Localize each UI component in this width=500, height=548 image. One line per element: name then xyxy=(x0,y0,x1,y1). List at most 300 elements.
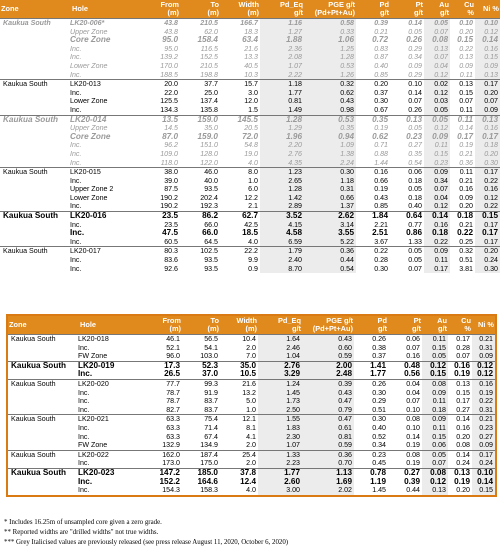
cell-to: 66.0 xyxy=(204,220,218,229)
cell-cu: 0.17 xyxy=(457,131,473,141)
cell-ni: 0.31 xyxy=(472,344,495,353)
cell-au: 0.06 xyxy=(422,441,448,450)
cell-au: 0.15 xyxy=(422,344,448,353)
cell-ni: 0.23 xyxy=(472,424,495,433)
cell-to: 159.0 xyxy=(180,115,220,124)
cell-hole: Inc. xyxy=(70,88,82,97)
cell-zone xyxy=(0,106,66,115)
cell-zone xyxy=(0,53,66,62)
cell-from: 80.3 xyxy=(140,247,180,256)
cell-from: 60.5 xyxy=(164,237,178,246)
cell-pd: 0.20 xyxy=(356,80,390,89)
header-row xyxy=(8,316,495,335)
cell-width: 145.5 xyxy=(220,115,260,124)
table-row xyxy=(8,379,495,388)
cell-pt: 0.09 xyxy=(408,61,422,70)
cell-cu: 0.22 xyxy=(459,44,473,53)
cell-from: 63.3 xyxy=(166,423,180,432)
cell-pt: 0.07 xyxy=(408,97,422,106)
cell-pge: 0.59 xyxy=(302,441,354,450)
cell-pd: 1.19 xyxy=(370,476,386,486)
cell-pd: 0.35 xyxy=(356,115,390,124)
header-row xyxy=(0,0,500,19)
cell-ni: 0.07 xyxy=(475,97,500,106)
column-header-pge: PGE g/t (Pd+Pt+Au) xyxy=(304,0,356,19)
cell-from: 52.1 xyxy=(166,343,180,352)
cell-pge: 0.39 xyxy=(302,379,354,388)
cell-zone xyxy=(8,344,74,353)
cell-pge: 3.55 xyxy=(304,229,356,238)
cell-from: 43.8 xyxy=(140,19,180,28)
cell-pt: 0.08 xyxy=(388,415,422,424)
cell-pd: 0.30 xyxy=(374,97,388,106)
cell-pt: 0.14 xyxy=(408,88,422,97)
cell-from: 82.7 xyxy=(166,405,180,414)
cell-zone xyxy=(0,62,66,71)
cell-zone xyxy=(8,389,74,398)
cell-au: 0.05 xyxy=(422,352,448,361)
table-row xyxy=(0,106,500,115)
cell-to: 71.4 xyxy=(204,423,218,432)
column-header-zone: Zone xyxy=(8,316,74,335)
cell-pt: 0.05 xyxy=(408,256,422,265)
cell-to: 210.5 xyxy=(200,61,218,70)
cell-pd: 1.77 xyxy=(370,369,386,379)
cell-pdeq: 1.83 xyxy=(258,424,302,433)
cell-hole: Inc. xyxy=(70,53,82,62)
cell-width: 3.0 xyxy=(248,88,258,97)
cell-pdeq: 2.89 xyxy=(260,202,304,211)
cell-zone xyxy=(8,478,74,487)
cell-au: 0.16 xyxy=(424,221,450,230)
table-row xyxy=(0,53,500,62)
cell-au: 0.11 xyxy=(422,397,448,406)
cell-pdeq: 2.22 xyxy=(260,71,304,80)
cell-ni: 0.17 xyxy=(475,238,500,247)
cell-au: 0.23 xyxy=(424,159,450,168)
cell-to: 159.0 xyxy=(197,131,218,141)
cell-width: 8.0 xyxy=(220,168,260,177)
cell-cu: 0.21 xyxy=(459,149,473,158)
table-row xyxy=(0,159,500,168)
cell-pge: 2.00 xyxy=(302,361,354,370)
cell-au: 0.14 xyxy=(424,212,450,221)
cell-cu: 0.09 xyxy=(459,193,473,202)
cell-width: 2.0 xyxy=(246,459,256,468)
column-header-cu: Cu % xyxy=(448,316,472,335)
cell-from: 13.5 xyxy=(140,115,180,124)
cell-pd: 0.78 xyxy=(354,468,388,477)
cell-au: 0.09 xyxy=(422,389,448,398)
cell-from: 92.6 xyxy=(164,264,178,273)
cell-cu: 0.16 xyxy=(456,423,470,432)
cell-ni: 0.22 xyxy=(475,202,500,211)
cell-to: 56.5 xyxy=(182,335,220,344)
cell-pt: 0.14 xyxy=(390,19,424,28)
cell-pge: 0.61 xyxy=(302,424,354,433)
column-header-pd-eq: Pd_Eq g/t xyxy=(260,0,304,19)
table-row xyxy=(0,115,500,124)
cell-cu: 0.25 xyxy=(459,237,473,246)
cell-ni: 0.16 xyxy=(475,124,500,133)
cell-pge: 1.26 xyxy=(304,71,356,80)
cell-pt: 0.06 xyxy=(388,335,422,344)
results-table-2 xyxy=(6,314,497,497)
cell-au: 0.07 xyxy=(424,28,450,37)
cell-ni: 0.30 xyxy=(475,265,500,274)
cell-pge: 1.09 xyxy=(304,141,356,150)
cell-to: 35.0 xyxy=(204,124,218,133)
cell-width: 6.0 xyxy=(248,185,258,194)
cell-au: 0.09 xyxy=(424,247,450,256)
cell-width: 15.7 xyxy=(220,80,260,89)
cell-from: 125.5 xyxy=(160,97,178,106)
cell-zone xyxy=(8,397,74,406)
cell-width: 35.0 xyxy=(220,361,258,370)
cell-pge: 0.47 xyxy=(302,397,354,406)
cell-to: 46.0 xyxy=(180,168,220,177)
cell-to: 93.5 xyxy=(204,185,218,194)
cell-pdeq: 4.35 xyxy=(260,159,304,168)
cell-width: 2.0 xyxy=(246,343,256,352)
cell-au: 0.08 xyxy=(422,379,448,388)
cell-au: 0.11 xyxy=(424,256,450,265)
table-row xyxy=(8,415,495,424)
cell-pt: 0.23 xyxy=(406,131,422,141)
cell-width: 25.4 xyxy=(220,450,258,459)
cell-zone xyxy=(0,177,66,186)
cell-pd: 1.44 xyxy=(374,158,388,167)
cell-from: 63.3 xyxy=(144,415,182,424)
cell-ni: 0.13 xyxy=(475,71,500,80)
cell-pt: 0.10 xyxy=(406,423,420,432)
cell-au: 0.07 xyxy=(424,53,450,62)
cell-pd: 0.30 xyxy=(354,415,388,424)
cell-pdeq: 1.28 xyxy=(260,185,304,194)
cell-zone xyxy=(0,89,66,98)
cell-hole: Upper Zone xyxy=(70,124,108,133)
cell-zone: Kaukua South xyxy=(8,450,74,459)
cell-pt: 0.18 xyxy=(408,193,422,202)
cell-cu: 0.15 xyxy=(457,35,473,45)
cell-au: 0.15 xyxy=(424,150,450,159)
cell-width: 4.1 xyxy=(246,432,256,441)
cell-pt: 0.05 xyxy=(408,27,422,36)
cell-pdeq: 2.76 xyxy=(258,361,302,370)
cell-width: 1.0 xyxy=(248,176,258,185)
cell-pt: 0.16 xyxy=(406,352,420,361)
cell-cu: 0.16 xyxy=(448,361,472,370)
cell-width: 21.6 xyxy=(220,379,258,388)
cell-ni: 0.17 xyxy=(475,133,500,142)
cell-pge: 0.35 xyxy=(304,124,356,133)
cell-zone xyxy=(8,406,74,415)
cell-pt: 0.19 xyxy=(406,459,420,468)
cell-cu: 0.21 xyxy=(459,176,473,185)
cell-from: 118.0 xyxy=(160,158,178,167)
cell-from: 20.0 xyxy=(140,80,180,89)
column-header-cu: Cu % xyxy=(450,0,475,19)
cell-from: 78.7 xyxy=(166,388,180,397)
cell-au: 0.15 xyxy=(422,370,448,379)
cell-pdeq: 1.28 xyxy=(260,115,304,124)
cell-width: 4.0 xyxy=(248,158,258,167)
cell-au: 0.18 xyxy=(424,229,450,238)
table-row xyxy=(0,80,500,89)
cell-ni: 0.31 xyxy=(472,406,495,415)
cell-width: 18.3 xyxy=(244,27,258,36)
cell-pdeq: 1.64 xyxy=(258,335,302,344)
cell-hole: Lower Zone xyxy=(70,193,108,202)
column-header-pd-eq: Pd_Eq g/t xyxy=(258,316,302,335)
cell-zone: Kaukua South xyxy=(8,379,74,388)
cell-pd: 0.39 xyxy=(356,19,390,28)
cell-hole: Upper Zone xyxy=(70,27,108,36)
table-row xyxy=(0,212,500,221)
cell-pt: 0.19 xyxy=(406,441,420,450)
cell-width: 12.2 xyxy=(244,193,258,202)
cell-zone xyxy=(0,256,66,265)
cell-hole: Inc. xyxy=(70,44,82,53)
cell-cu: 3.81 xyxy=(459,264,473,273)
table-row xyxy=(8,433,495,442)
cell-pt: 1.33 xyxy=(408,237,422,246)
cell-ni: 0.16 xyxy=(472,379,495,388)
cell-to: 93.5 xyxy=(204,264,218,273)
cell-ni: 0.12 xyxy=(472,361,495,370)
cell-pge: 1.25 xyxy=(304,45,356,54)
cell-au: 0.05 xyxy=(422,450,448,459)
cell-width: 10.5 xyxy=(240,369,256,379)
cell-zone xyxy=(8,370,74,379)
cell-width: 20.5 xyxy=(244,124,258,133)
cell-ni: 0.21 xyxy=(472,415,495,424)
cell-from: 14.5 xyxy=(164,124,178,133)
cell-pge: 0.54 xyxy=(304,265,356,274)
cell-pt: 0.35 xyxy=(408,149,422,158)
table-row xyxy=(8,406,495,415)
cell-au: 0.11 xyxy=(422,335,448,344)
cell-from: 87.5 xyxy=(164,185,178,194)
cell-cu: 0.11 xyxy=(450,115,475,124)
cell-to: 83.7 xyxy=(204,397,218,406)
cell-ni: 0.24 xyxy=(472,459,495,468)
footnote-grey-italic: *** Grey Italicised values are previously released (see press release August 11, 2020, October 6, 2020) xyxy=(4,539,289,546)
cell-ni: 0.14 xyxy=(472,478,495,487)
cell-zone xyxy=(0,45,66,54)
cell-ni: 0.20 xyxy=(475,247,500,256)
cell-pt: 0.27 xyxy=(408,141,422,150)
cell-from: 87.0 xyxy=(162,131,178,141)
cell-pge: 0.32 xyxy=(304,80,356,89)
cell-from: 47.5 xyxy=(162,228,178,238)
cell-pd: 0.19 xyxy=(374,124,388,133)
cell-au: 0.13 xyxy=(424,45,450,54)
cell-au: 0.13 xyxy=(422,486,448,495)
cell-au: 0.12 xyxy=(422,478,448,487)
cell-pdeq: 3.00 xyxy=(258,486,302,495)
table-row xyxy=(0,265,500,274)
column-header-width: Width (m) xyxy=(220,316,258,335)
cell-au: 0.12 xyxy=(424,89,450,98)
cell-au: 0.05 xyxy=(424,106,450,115)
cell-zone xyxy=(0,97,66,106)
cell-pd: 1.41 xyxy=(354,361,388,370)
cell-zone xyxy=(0,124,66,133)
cell-au: 0.07 xyxy=(424,185,450,194)
cell-from: 77.7 xyxy=(144,379,182,388)
cell-hole: LK20-014 xyxy=(66,115,140,124)
cell-cu: 0.10 xyxy=(450,19,475,28)
cell-pt: 0.05 xyxy=(390,247,424,256)
cell-cu: 0.36 xyxy=(459,158,473,167)
cell-ni: 0.22 xyxy=(475,177,500,186)
cell-au: 0.12 xyxy=(424,202,450,211)
cell-pd: 0.23 xyxy=(354,450,388,459)
cell-ni: 0.09 xyxy=(472,352,495,361)
table-row xyxy=(8,344,495,353)
cell-cu: 0.11 xyxy=(450,168,475,177)
cell-au: 0.15 xyxy=(422,433,448,442)
cell-pt: 0.26 xyxy=(408,105,422,114)
cell-pt: 0.29 xyxy=(408,70,422,79)
cell-pd: 0.22 xyxy=(356,247,390,256)
table-row xyxy=(8,424,495,433)
cell-from: 139.2 xyxy=(160,53,178,62)
table-row xyxy=(0,247,500,256)
cell-pt: 0.08 xyxy=(388,450,422,459)
cell-pd: 0.30 xyxy=(372,388,386,397)
cell-zone xyxy=(0,150,66,159)
cell-pt: 0.27 xyxy=(388,468,422,477)
cell-au: 0.02 xyxy=(424,80,450,89)
cell-cu: 0.20 xyxy=(459,27,473,36)
cell-to: 102.5 xyxy=(180,247,220,256)
column-header-ni: Ni % xyxy=(475,0,500,19)
cell-pd: 0.28 xyxy=(374,256,388,265)
cell-pt: 0.34 xyxy=(408,53,422,62)
cell-zone: Kaukua South xyxy=(8,361,74,370)
cell-from: 17.3 xyxy=(144,361,182,370)
table-row xyxy=(0,45,500,54)
cell-pdeq: 2.08 xyxy=(260,53,304,62)
cell-ni: 0.14 xyxy=(475,36,500,45)
cell-pd: 0.26 xyxy=(354,379,388,388)
cell-cu: 0.32 xyxy=(450,247,475,256)
cell-from: 96.2 xyxy=(164,141,178,150)
cell-cu: 0.14 xyxy=(448,450,472,459)
cell-width: 54.8 xyxy=(244,141,258,150)
cell-ni: 0.15 xyxy=(475,212,500,221)
cell-cu: 0.19 xyxy=(459,141,473,150)
cell-from: 109.0 xyxy=(160,149,178,158)
cell-zone xyxy=(8,424,74,433)
cell-pge: 3.14 xyxy=(304,221,356,230)
cell-hole: Inc. xyxy=(70,70,82,79)
cell-ni: 0.09 xyxy=(472,441,495,450)
cell-pt: 0.06 xyxy=(390,168,424,177)
cell-cu: 0.22 xyxy=(457,228,473,238)
cell-cu: 0.20 xyxy=(456,486,470,495)
cell-width: 10.4 xyxy=(220,335,258,344)
cell-width: 37.8 xyxy=(220,468,258,477)
cell-from: 147.2 xyxy=(144,468,182,477)
table-row xyxy=(8,450,495,459)
cell-ni: 0.21 xyxy=(472,335,495,344)
cell-pdeq: 6.59 xyxy=(260,238,304,247)
cell-au: 0.22 xyxy=(424,238,450,247)
cell-pt: 0.14 xyxy=(406,432,420,441)
cell-pd: 0.83 xyxy=(374,44,388,53)
cell-from: 23.5 xyxy=(140,212,180,221)
table-row xyxy=(0,238,500,247)
cell-pt: 0.44 xyxy=(406,486,420,495)
cell-ni: 0.15 xyxy=(472,486,495,495)
cell-hole: Inc. xyxy=(78,476,93,486)
table-row xyxy=(8,397,495,406)
cell-zone xyxy=(0,265,66,274)
table-row xyxy=(0,19,500,28)
cell-zone: Kaukua South xyxy=(0,80,66,89)
cell-pdeq: 2.46 xyxy=(258,344,302,353)
cell-width: 4.0 xyxy=(246,486,256,495)
cell-ni: 0.22 xyxy=(472,397,495,406)
cell-zone xyxy=(0,133,66,142)
cell-pge: 1.18 xyxy=(304,177,356,186)
cell-pdeq: 1.27 xyxy=(260,28,304,37)
cell-ni: 0.20 xyxy=(475,89,500,98)
cell-from: 96.0 xyxy=(166,352,180,361)
cell-pt: 0.64 xyxy=(390,212,424,221)
cell-zone xyxy=(0,238,66,247)
cell-hole: LK20-006* xyxy=(66,19,140,28)
cell-to: 86.2 xyxy=(180,212,220,221)
cell-pd: 0.43 xyxy=(374,193,388,202)
cell-pd: 3.67 xyxy=(374,237,388,246)
cell-pdeq: 1.18 xyxy=(260,80,304,89)
cell-hole: Core Zone xyxy=(70,131,111,141)
cell-pd: 0.40 xyxy=(374,61,388,70)
column-header-ni: Ni % xyxy=(472,316,495,335)
cell-pge: 0.59 xyxy=(302,352,354,361)
cell-cu: 0.09 xyxy=(459,61,473,70)
cell-pge: 0.43 xyxy=(302,389,354,398)
cell-pd: 0.85 xyxy=(374,202,388,211)
cell-zone xyxy=(0,159,66,168)
cell-pd: 1.84 xyxy=(356,212,390,221)
cell-zone: Kaukua South xyxy=(8,335,74,344)
cell-pd: 0.87 xyxy=(374,53,388,62)
cell-width: 18.5 xyxy=(242,228,258,238)
column-header-to: To (m) xyxy=(182,316,220,335)
cell-hole: Inc. xyxy=(70,237,82,246)
cell-pd: 0.51 xyxy=(372,405,386,414)
cell-pt: 0.10 xyxy=(390,80,424,89)
cell-hole: Upper Zone 2 xyxy=(70,185,114,194)
cell-to: 91.9 xyxy=(204,388,218,397)
cell-pge: 0.53 xyxy=(304,115,356,124)
cell-hole: Inc. xyxy=(70,220,82,229)
cell-width: 40.5 xyxy=(244,61,258,70)
cell-pdeq: 1.77 xyxy=(260,89,304,98)
cell-width: 1.0 xyxy=(246,405,256,414)
cell-cu: 0.21 xyxy=(459,220,473,229)
cell-to: 62.0 xyxy=(204,27,218,36)
cell-from: 152.2 xyxy=(159,476,180,486)
cell-pge: 0.94 xyxy=(304,133,356,142)
cell-from: 188.5 xyxy=(160,70,178,79)
column-header-pt: Pt g/t xyxy=(388,316,422,335)
